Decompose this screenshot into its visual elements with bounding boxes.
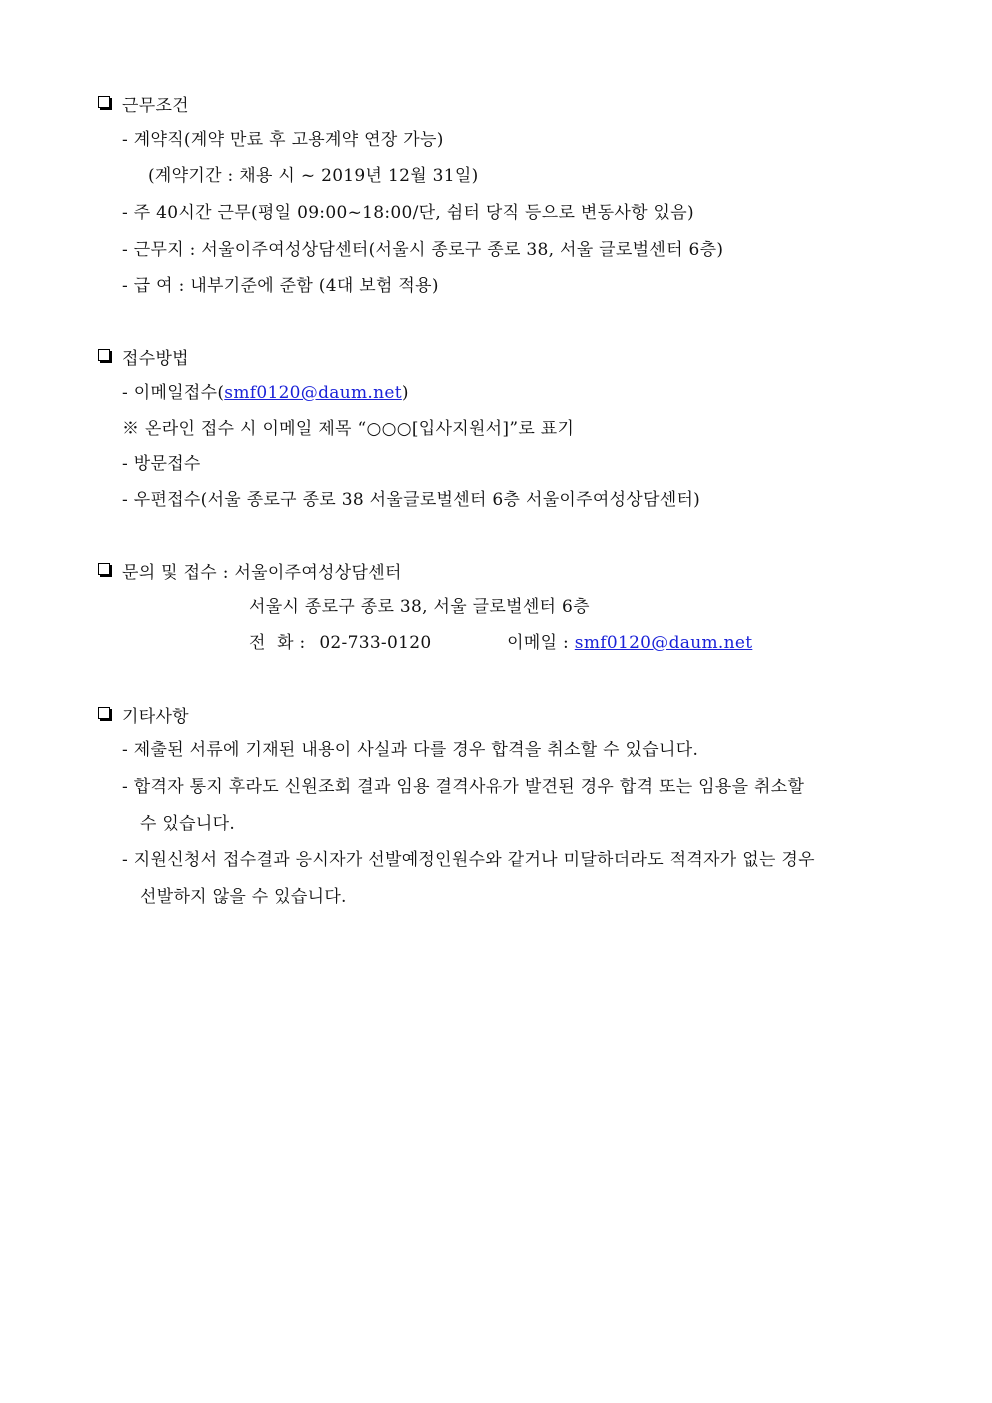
apply-email-prefix: - 이메일접수( [122, 383, 225, 403]
work-item-contract: - 계약직(계약 만료 후 고용계약 연장 가능) [122, 130, 444, 150]
contact-email-label: 이메일 : [507, 633, 570, 653]
checkbox-bullet-icon [98, 96, 110, 108]
checkbox-bullet-icon [98, 349, 110, 361]
section-contact-heading [96, 559, 402, 581]
apply-item-post: - 우편접수(서울 종로구 종로 38 서울글로벌센터 6층 서울이주여성상담센터) [122, 490, 701, 510]
section-etc-heading [96, 703, 189, 725]
etc-item-1: - 제출된 서류에 기재된 내용이 사실과 다를 경우 합격을 취소할 수 있습니다. [122, 740, 699, 760]
checkbox-bullet-icon [98, 563, 110, 575]
work-item-salary: - 급 여 : 내부기준에 준함 (4대 보험 적용) [122, 276, 439, 296]
work-item-location: - 근무지 : 서울이주여성상담센터(서울시 종로구 종로 38, 서울 글로벌센터 6층) [122, 240, 724, 260]
section-title: 접수방법 [122, 348, 189, 369]
apply-note: ※ 온라인 접수 시 이메일 제목 “○○○[입사지원서]”로 표기 [122, 419, 575, 439]
section-title: 근무조건 [122, 95, 189, 116]
section-work-heading [96, 92, 189, 114]
contact-email-link[interactable]: smf0120@daum.net [574, 633, 753, 653]
contact-address: 서울시 종로구 종로 38, 서울 글로벌센터 6층 [249, 597, 590, 617]
work-item-contract-period: (계약기간 : 채용 시 ~ 2019년 12월 31일) [148, 166, 479, 186]
section-title: 기타사항 [122, 706, 189, 727]
apply-email-suffix: ) [401, 383, 409, 403]
section-title: 문의 및 접수 : 서울이주여성상담센터 [122, 562, 402, 583]
checkbox-bullet-icon [98, 707, 110, 719]
section-apply-heading [96, 345, 189, 367]
etc-item-3-line-1: - 지원신청서 접수결과 응시자가 선발예정인원수와 같거나 미달하더라도 적격자가 없는 경우 [122, 850, 815, 870]
apply-email-link[interactable]: smf0120@daum.net [224, 383, 402, 403]
contact-phone: 02-733-0120 [319, 633, 432, 653]
etc-item-3-line-2: 선발하지 않을 수 있습니다. [140, 887, 347, 907]
etc-item-2-line-2: 수 있습니다. [140, 814, 236, 834]
work-item-hours: - 주 40시간 근무(평일 09:00~18:00/단, 쉼터 당직 등으로 변동사항 있음) [122, 203, 694, 223]
apply-item-email [122, 382, 409, 404]
apply-item-visit: - 방문접수 [122, 454, 201, 474]
contact-phone-label: 전 화 : [249, 633, 306, 653]
etc-item-2-line-1: - 합격자 통지 후라도 신원조회 결과 임용 결격사유가 발견된 경우 합격 또는 임용을 취소할 [122, 777, 805, 797]
contact-line [249, 632, 752, 654]
